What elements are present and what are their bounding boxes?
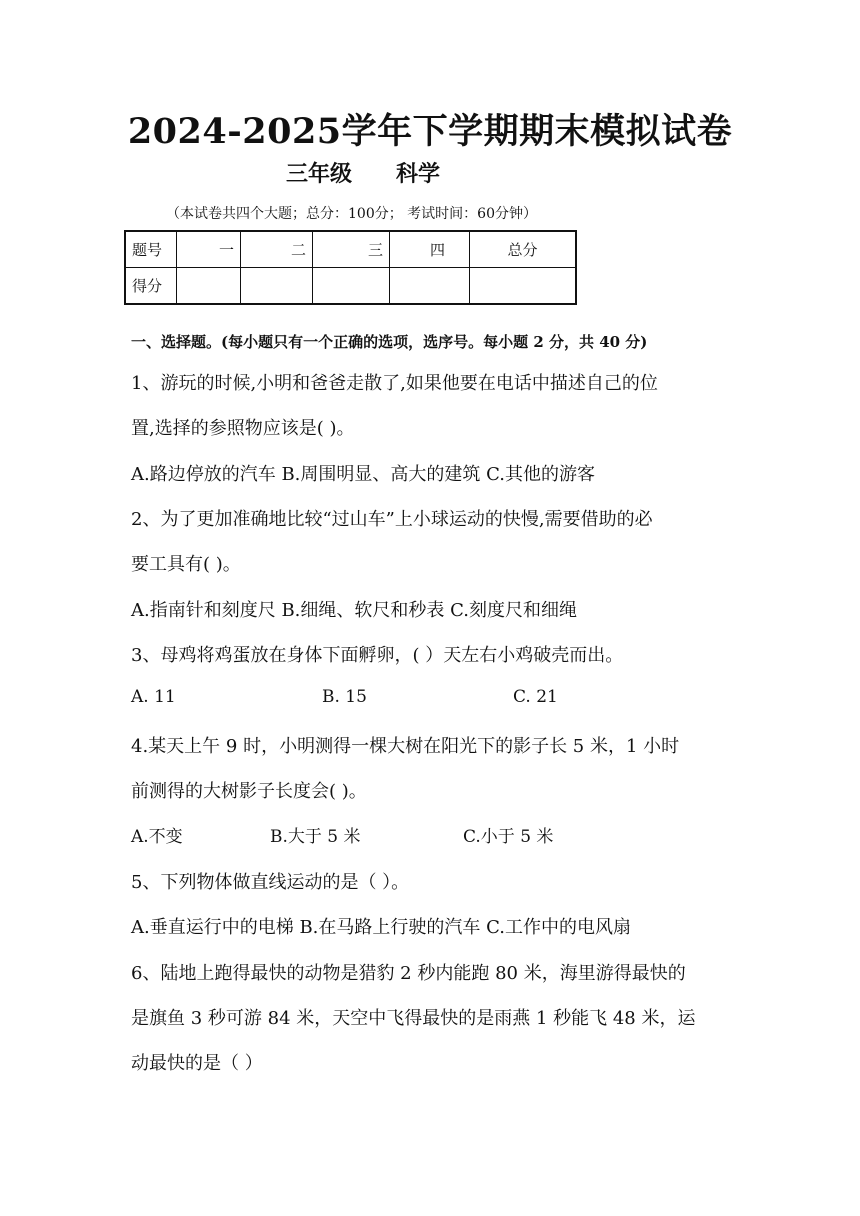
score-table [124,230,577,305]
question-1-options: A.路边停放的汽车 B.周围明显、高大的建筑 C.其他的游客 [131,464,595,485]
score-table-cell: 三 [313,231,390,268]
question-4-line-2: 前测得的大树影子长度会( )。 [131,781,367,802]
question-5-options: A.垂直运行中的电梯 B.在马路上行驶的汽车 C.工作中的电风扇 [131,917,631,938]
score-table-cell: 一 [177,231,241,268]
score-table-cell: 四 [390,231,470,268]
exam-title: 2024-2025学年下学期期末模拟试卷 [127,111,733,152]
question-5-line-1: 5、下列物体做直线运动的是（ ）。 [131,872,410,893]
score-blank-cell[interactable] [177,268,241,305]
question-2-line-1: 2、为了更加准确地比较“过山车”上小球运动的快慢,需要借助的必 [131,509,653,530]
question-6-line-3: 动最快的是（ ） [131,1053,263,1074]
question-3-option-a: A. 11 [131,687,176,707]
question-3-option-c: C. 21 [513,687,558,707]
question-2-line-2: 要工具有( )。 [131,554,241,575]
question-6-line-2: 是旗鱼 3 秒可游 84 米，天空中飞得最快的是雨燕 1 秒能飞 48 米，运 [131,1008,696,1029]
question-6-line-1: 6、陆地上跑得最快的动物是猎豹 2 秒内能跑 80 米，海里游得最快的 [131,963,686,984]
score-blank-cell[interactable] [390,268,470,305]
score-blank-cell[interactable] [470,268,577,305]
section-heading: 一、选择题。(每小题只有一个正确的选项，选序号。每小题 2 分，共 40 分) [131,333,648,351]
exam-subtitle [286,157,440,188]
score-table-cell: 题号 [125,231,177,268]
exam-note: （本试卷共四个大题；总分：100分； 考试时间：60分钟） [166,206,537,222]
question-1-line-2: 置,选择的参照物应该是( )。 [131,418,355,439]
question-4-option-a: A.不变 [131,827,183,847]
question-4-option-b: B.大于 5 米 [270,827,361,847]
subject-label: 科学 [396,161,441,187]
question-4-option-c: C.小于 5 米 [463,827,554,847]
question-3-option-b: B. 15 [322,687,367,707]
score-table-cell: 二 [241,231,313,268]
score-table-cell: 得分 [125,268,177,305]
score-blank-cell[interactable] [313,268,390,305]
score-blank-cell[interactable] [241,268,313,305]
score-table-header-row [125,231,576,268]
question-1-line-1: 1、游玩的时候,小明和爸爸走散了,如果他要在电话中描述自己的位 [131,373,658,394]
question-2-options: A.指南针和刻度尺 B.细绳、软尺和秒表 C.刻度尺和细绳 [131,600,577,621]
question-3-line-1: 3、母鸡将鸡蛋放在身体下面孵卵，( ）天左右小鸡破壳而出。 [131,645,624,666]
score-table-score-row [125,268,576,305]
question-4-line-1: 4.某天上午 9 时，小明测得一棵大树在阳光下的影子长 5 米，1 小时 [131,736,680,757]
score-table-cell: 总分 [470,231,577,268]
grade-label: 三年级 [286,161,353,187]
